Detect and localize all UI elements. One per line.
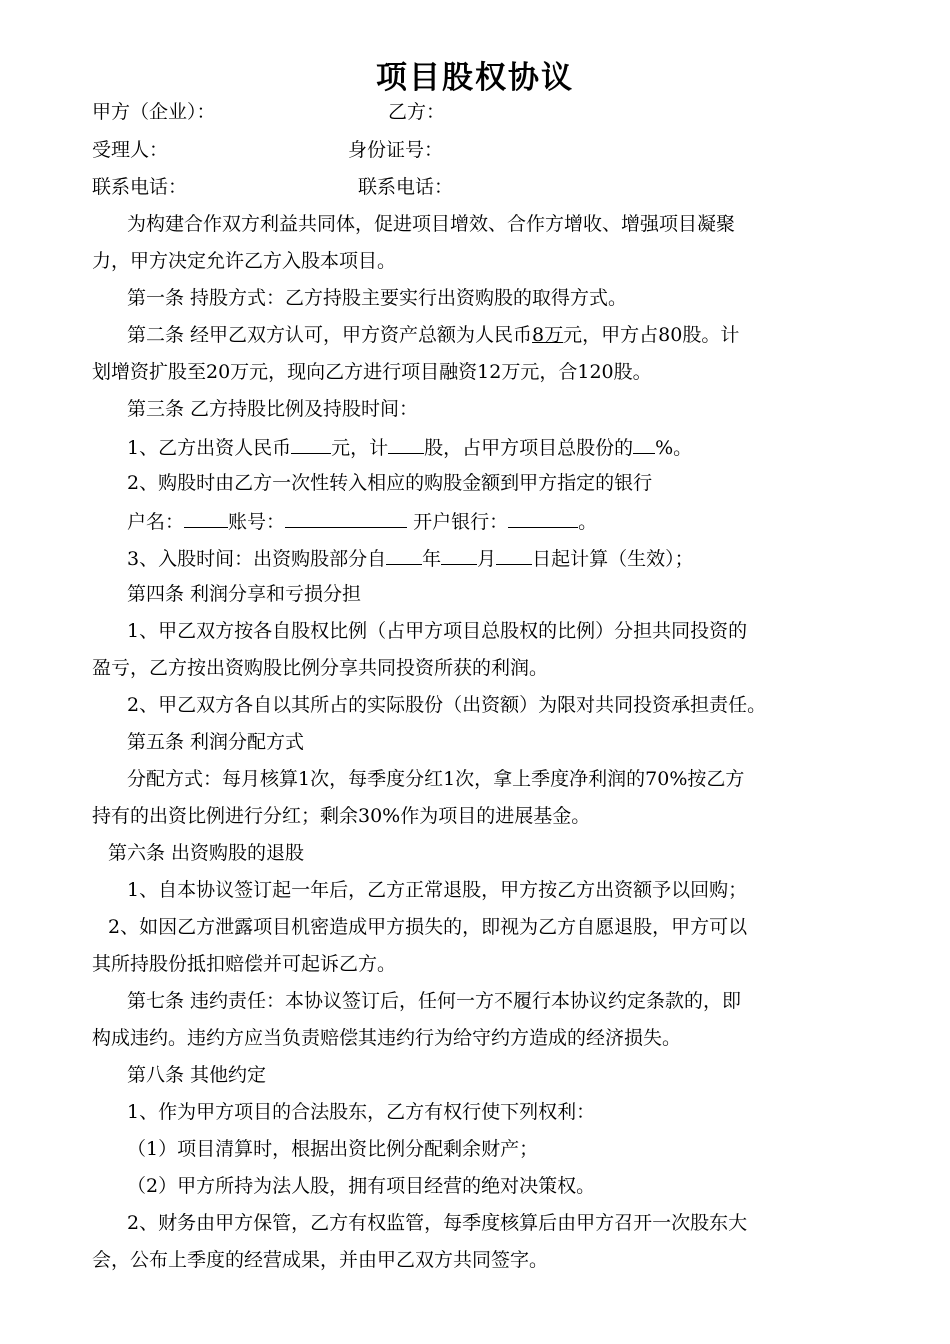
article-8-item-2-line-1: 2、财务由甲方保管，乙方有权监管，每季度核算后由甲方召开一次股东大: [127, 1212, 748, 1234]
account-number-blank[interactable]: [285, 507, 407, 528]
bank-name-blank[interactable]: [508, 507, 578, 528]
article-3-item-1-text-c: 股，占甲方项目总股份的: [424, 437, 634, 459]
shares-blank[interactable]: [388, 433, 424, 454]
account-name-label: 户名：: [127, 511, 185, 533]
article-3-item-1-text-b: 元，计: [331, 437, 389, 459]
month-blank[interactable]: [441, 544, 477, 565]
article-6-item-2-line-1: 2、如因乙方泄露项目机密造成甲方损失的，即视为乙方自愿退股，甲方可以: [108, 916, 748, 938]
agent-label: 受理人：: [92, 139, 169, 161]
day-label: 日起计算（生效）；: [532, 548, 694, 570]
article-3-item-1: [127, 433, 692, 461]
article-7-line-1: 第七条 违约责任：本协议签订后，任何一方不履行本协议约定条款的，即: [127, 990, 742, 1012]
bank-line-end: 。: [578, 511, 598, 533]
article-2-line-1: [127, 322, 739, 348]
article-3-item-2: 2、购股时由乙方一次性转入相应的购股金额到甲方指定的银行: [127, 472, 653, 494]
article-5-line-2: 持有的出资比例进行分红；剩余30%作为项目的进展基金。: [92, 805, 591, 827]
article-2-line-2: 划增资扩股至20万元，现向乙方进行项目融资12万元，合120股。: [92, 361, 652, 383]
article-3-item-3: [127, 544, 694, 572]
account-name-blank[interactable]: [184, 507, 228, 528]
article-5-line-1: 分配方式：每月核算1次，每季度分红1次，拿上季度净利润的70%按乙方: [127, 768, 745, 790]
article-4: 第四条 利润分享和亏损分担: [127, 583, 362, 605]
article-4-item-1-line-2: 盈亏，乙方按出资购股比例分享共同投资所获的利润。: [92, 657, 549, 679]
article-2-text-a: 第二条 经甲乙双方认可，甲方资产总额为人民币: [127, 324, 533, 346]
percent-blank[interactable]: [633, 433, 655, 454]
article-7-line-2: 构成违约。违约方应当负责赔偿其违约行为给守约方造成的经济损失。: [92, 1027, 682, 1049]
article-3-item-3-text-a: 3、入股时间：出资购股部分自: [127, 548, 387, 570]
party-a-label: 甲方（企业）：: [92, 101, 216, 123]
bank-name-label: 开户银行：: [407, 511, 509, 533]
article-3: 第三条 乙方持股比例及持股时间：: [127, 398, 419, 420]
article-8: 第八条 其他约定: [127, 1064, 267, 1086]
article-4-item-1-line-1: 1、甲乙双方按各自股权比例（占甲方项目总股权的比例）分担共同投资的: [127, 620, 748, 642]
article-5: 第五条 利润分配方式: [127, 731, 305, 753]
phone-a-label: 联系电话：: [92, 176, 188, 198]
intro-line-1: 为构建合作双方利益共同体，促进项目增效、合作方增收、增强项目凝聚: [127, 213, 736, 235]
article-3-item-1-text-d: %。: [655, 437, 693, 459]
year-label: 年: [422, 548, 442, 570]
account-number-label: 账号：: [228, 511, 286, 533]
phone-b-label: 联系电话：: [358, 176, 454, 198]
intro-line-2: 力，甲方决定允许乙方入股本项目。: [92, 250, 397, 272]
month-label: 月: [477, 548, 497, 570]
id-number-label: 身份证号：: [348, 139, 444, 161]
asset-amount: 8万: [532, 324, 564, 346]
article-6: 第六条 出资购股的退股: [108, 842, 305, 864]
article-8-item-2-line-2: 会，公布上季度的经营成果，并由甲乙双方共同签字。: [92, 1249, 549, 1271]
article-8-item-1: 1、作为甲方项目的合法股东，乙方有权行使下列权利：: [127, 1101, 596, 1123]
article-3-item-1-text-a: 1、乙方出资人民币: [127, 437, 292, 459]
party-b-label: 乙方：: [388, 101, 446, 123]
article-6-item-1: 1、自本协议签订起一年后，乙方正常退股，甲方按乙方出资额予以回购；: [127, 879, 748, 901]
document-title: 项目股权协议: [376, 60, 574, 96]
article-1: 第一条 持股方式：乙方持股主要实行出资购股的取得方式。: [127, 287, 628, 309]
article-8-item-1-sub-2: （2）甲方所持为法人股，拥有项目经营的绝对决策权。: [127, 1175, 596, 1197]
bank-account-line: [127, 507, 597, 535]
article-6-item-2-line-2: 其所持股份抵扣赔偿并可起诉乙方。: [92, 953, 397, 975]
amount-blank[interactable]: [291, 433, 331, 454]
article-4-item-2: 2、甲乙双方各自以其所占的实际股份（出资额）为限对共同投资承担责任。: [127, 694, 767, 716]
year-blank[interactable]: [386, 544, 422, 565]
article-8-item-1-sub-1: （1）项目清算时，根据出资比例分配剩余财产；: [127, 1138, 539, 1160]
article-2-text-b: 元，甲方占80股。计: [563, 324, 740, 346]
day-blank[interactable]: [496, 544, 532, 565]
